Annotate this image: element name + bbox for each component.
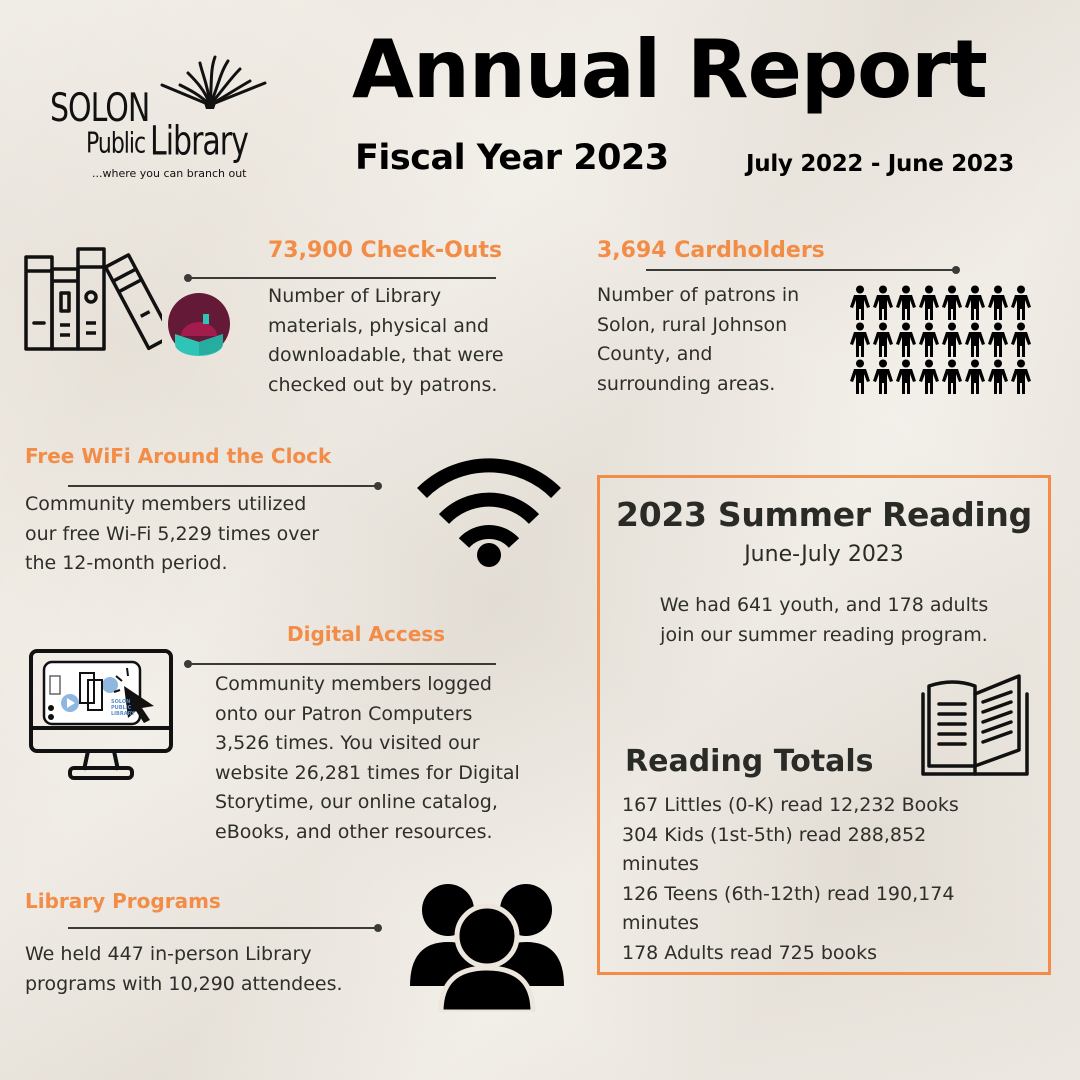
wifi-heading: Free WiFi Around the Clock (25, 444, 332, 468)
totals-line: 178 Adults read 725 books (622, 941, 878, 964)
person-icon (941, 359, 963, 396)
page-title: Annual Report (352, 23, 987, 116)
person-icon (918, 322, 940, 359)
totals-line: 126 Teens (6th-12th) read 190,174 (622, 882, 955, 905)
logo-library: Library (150, 118, 248, 166)
cardholders-description: Number of patrons in Solon, rural Johnson County, and surrounding areas. (597, 284, 800, 395)
totals-line: 304 Kids (1st-5th) read 288,852 (622, 823, 927, 846)
wifi-icon (414, 455, 564, 570)
person-icon (1010, 285, 1032, 322)
book-branches-icon (160, 55, 270, 115)
summer-reading-box (597, 475, 1051, 975)
wifi-description: Community members utilized our free Wi-Fi 5,229 times over the 12-month period. (25, 493, 320, 574)
person-icon (849, 322, 871, 359)
person-icon (849, 285, 871, 322)
books-icon (22, 245, 162, 353)
person-icon (987, 359, 1009, 396)
logo-tagline: ...where you can branch out (92, 167, 247, 180)
open-book-icon (919, 672, 1031, 782)
person-icon (1010, 359, 1032, 396)
checkouts-heading: 73,900 Check-Outs (268, 238, 503, 263)
totals-line: 167 Littles (0-K) read 12,232 Books (622, 794, 959, 816)
cardholders-heading: 3,694 Cardholders (597, 238, 825, 263)
person-icon (918, 285, 940, 322)
programs-rule (68, 927, 378, 929)
person-icon (918, 359, 940, 396)
person-icon (872, 285, 894, 322)
person-icon (895, 322, 917, 359)
summer-reading-dates: June-July 2023 (744, 542, 904, 567)
fiscal-year: Fiscal Year 2023 (355, 138, 669, 178)
digital-description: Community members logged onto our Patron Computers 3,526 times. You visited our website 26,281 times for Digital Storytime, our online catalog, eBooks, and other resources. (215, 673, 520, 843)
person-icon (987, 285, 1009, 322)
person-icon (872, 359, 894, 396)
person-icon (941, 285, 963, 322)
checkouts-description: Number of Library materials, physical and downloadable, that were checked out by patrons. (268, 285, 504, 396)
date-range: July 2022 - June 2023 (746, 151, 1015, 177)
person-icon (872, 322, 894, 359)
totals-line: minutes (622, 853, 699, 875)
person-icon (941, 322, 963, 359)
person-icon (964, 359, 986, 396)
summer-reading-title: 2023 Summer Reading (616, 495, 1032, 534)
computer-monitor-icon: SOLON PUBLIC LIBRARY (28, 648, 174, 784)
person-icon (987, 322, 1009, 359)
cardholders-rule (646, 269, 956, 271)
logo-public: Public (86, 128, 146, 161)
libby-app-icon (167, 292, 231, 356)
person-icon (849, 359, 871, 396)
people-grid-icon (849, 285, 1032, 396)
programs-heading: Library Programs (25, 889, 221, 913)
summer-reading-summary: We had 641 youth, and 178 adults join our summer reading program. (659, 594, 989, 646)
person-icon (895, 359, 917, 396)
person-icon (1010, 322, 1032, 359)
logo-solon: SOLON (50, 86, 150, 132)
checkouts-rule (188, 277, 496, 279)
wifi-rule (68, 485, 378, 487)
reading-totals-heading: Reading Totals (625, 744, 874, 779)
person-icon (964, 322, 986, 359)
programs-description: We held 447 in-person Library programs with 10,290 attendees. (25, 943, 343, 995)
person-icon (964, 285, 986, 322)
totals-line: minutes (622, 912, 699, 934)
digital-heading: Digital Access (287, 622, 446, 646)
digital-rule (188, 663, 496, 665)
group-icon (408, 880, 566, 1012)
person-icon (895, 285, 917, 322)
reading-totals-list (622, 791, 959, 968)
